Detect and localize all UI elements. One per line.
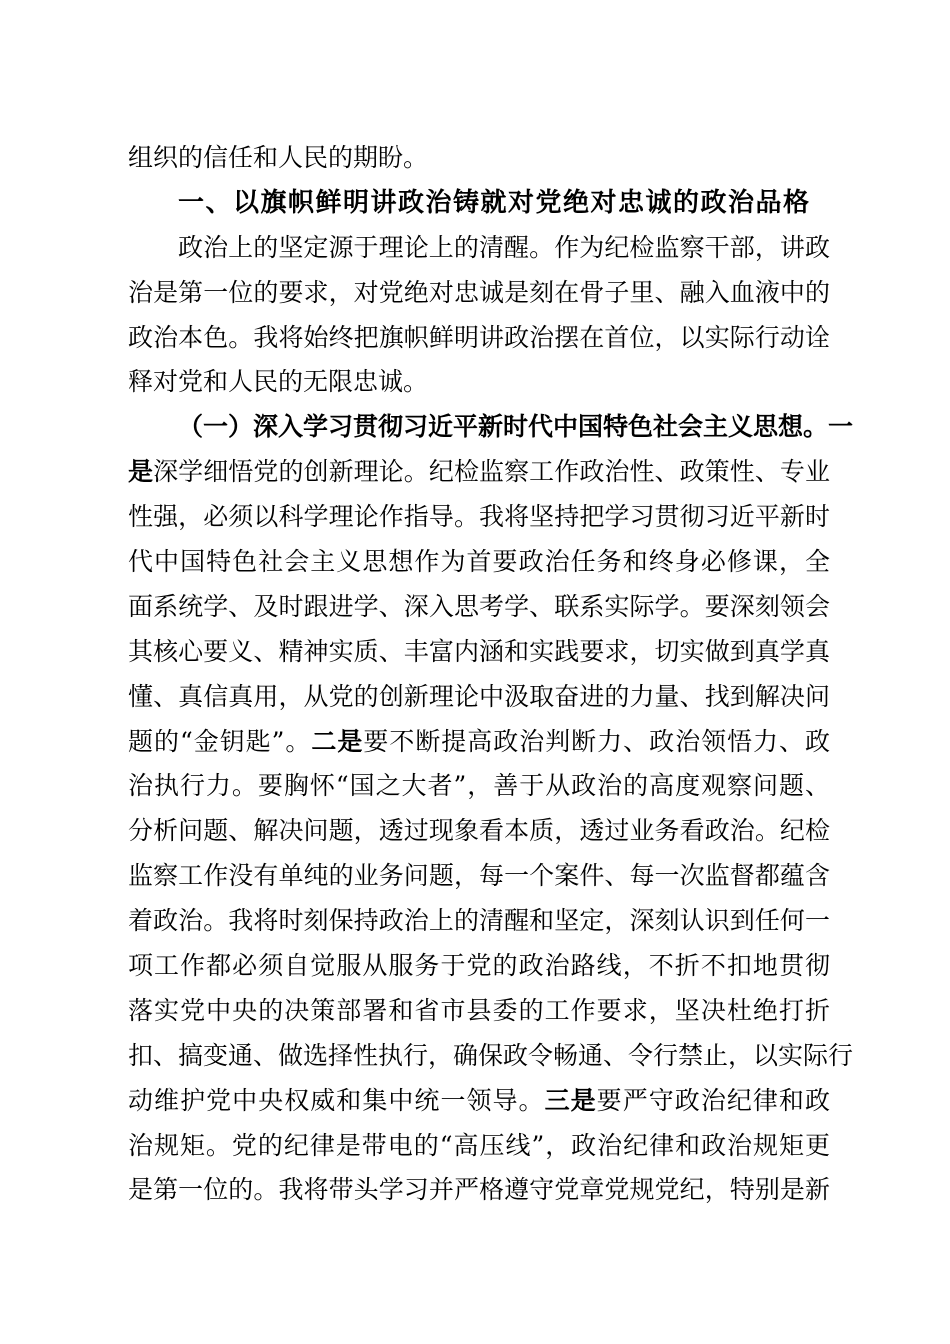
text-line — [128, 271, 830, 316]
text-run: 政治上的坚定源于理论上的清醒。作为纪检监察干部，讲政 — [178, 232, 830, 262]
bold-text-run: （一）深入学习贯彻习近平新时代中国特色社会主义思想。一 — [178, 412, 854, 442]
text-line — [128, 1124, 830, 1169]
bold-text-run: 是 — [128, 457, 154, 487]
text-run: 着政治。我将时刻保持政治上的清醒和坚定，深刻认识到任何一 — [128, 906, 830, 936]
text-run: 政治本色。我将始终把旗帜鲜明讲政治摆在首位，以实际行动诠 — [128, 322, 830, 352]
text-run: 深学细悟党的创新理论。纪检监察工作政治性、政策性、专业 — [153, 457, 830, 487]
text-run: 监察工作没有单纯的业务问题，每一个案件、每一次监督都蕴含 — [128, 861, 830, 891]
text-run: 要不断提高政治判断力、政治领悟力、政 — [363, 726, 830, 756]
text-run: 代中国特色社会主义思想作为首要政治任务和终身必修课，全 — [128, 547, 830, 577]
text-line — [128, 854, 830, 899]
text-run: 题的“金钥匙”。 — [128, 726, 312, 756]
text-line — [128, 1079, 830, 1124]
text-line — [128, 764, 830, 809]
text-run: 是第一位的。我将带头学习并严格遵守党章党规党纪，特别是新 — [128, 1175, 830, 1205]
text-line — [128, 899, 830, 944]
text-run: 要严守政治纪律和政 — [596, 1085, 830, 1115]
text-line — [128, 809, 830, 854]
text-line — [128, 316, 830, 361]
text-run: 组织的信任和人民的期盼。 — [128, 143, 429, 172]
text-run: 治是第一位的要求，对党绝对忠诚是刻在骨子里、融入血液中的 — [128, 277, 830, 307]
text-run: 动维护党中央权威和集中统一领导。 — [128, 1085, 545, 1115]
text-line — [128, 720, 830, 765]
text-line — [128, 1034, 854, 1079]
text-line — [128, 944, 830, 989]
text-run: 释对党和人民的无限忠诚。 — [128, 367, 429, 397]
text-line — [128, 405, 854, 450]
text-run: 治规矩。党的纪律是带电的“高压线”，政治纪律和政治规矩更 — [128, 1130, 830, 1160]
text-line — [128, 630, 830, 675]
text-line — [128, 495, 830, 540]
text-line — [128, 1168, 830, 1213]
text-line — [128, 360, 830, 405]
text-line — [128, 540, 830, 585]
text-run: 落实党中央的决策部署和省市县委的工作要求，坚决杜绝打折 — [128, 995, 830, 1025]
text-run: 分析问题、解决问题，透过现象看本质，透过业务看政治。纪检 — [128, 816, 830, 846]
text-body — [128, 136, 854, 1213]
bold-text-run: 三是 — [544, 1085, 597, 1115]
text-line — [128, 989, 830, 1034]
text-line — [128, 136, 830, 181]
text-line — [128, 226, 830, 271]
text-run: 其核心要义、精神实质、丰富内涵和实践要求，切实做到真学真 — [128, 636, 830, 666]
section-heading — [128, 181, 830, 226]
text-run: 治执行力。要胸怀“国之大者”，善于从政治的高度观察问题、 — [128, 771, 830, 801]
bold-text-run: 二是 — [311, 726, 364, 756]
text-line — [128, 675, 830, 720]
text-run: 懂、真信真用，从党的创新理论中汲取奋进的力量、找到解决问 — [128, 681, 830, 711]
text-line — [128, 450, 830, 495]
text-run: 性强，必须以科学理论作指导。我将坚持把学习贯彻习近平新时 — [128, 502, 830, 532]
text-run: 扣、搞变通、做选择性执行，确保政令畅通、令行禁止，以实际行 — [128, 1040, 854, 1070]
text-line — [128, 585, 830, 630]
bold-text-run: 一、以旗帜鲜明讲政治铸就对党绝对忠诚的政治品格 — [178, 187, 811, 218]
text-run: 项工作都必须自觉服从服务于党的政治路线，不折不扣地贯彻 — [128, 951, 830, 981]
text-run: 面系统学、及时跟进学、深入思考学、联系实际学。要深刻领会 — [128, 591, 830, 621]
